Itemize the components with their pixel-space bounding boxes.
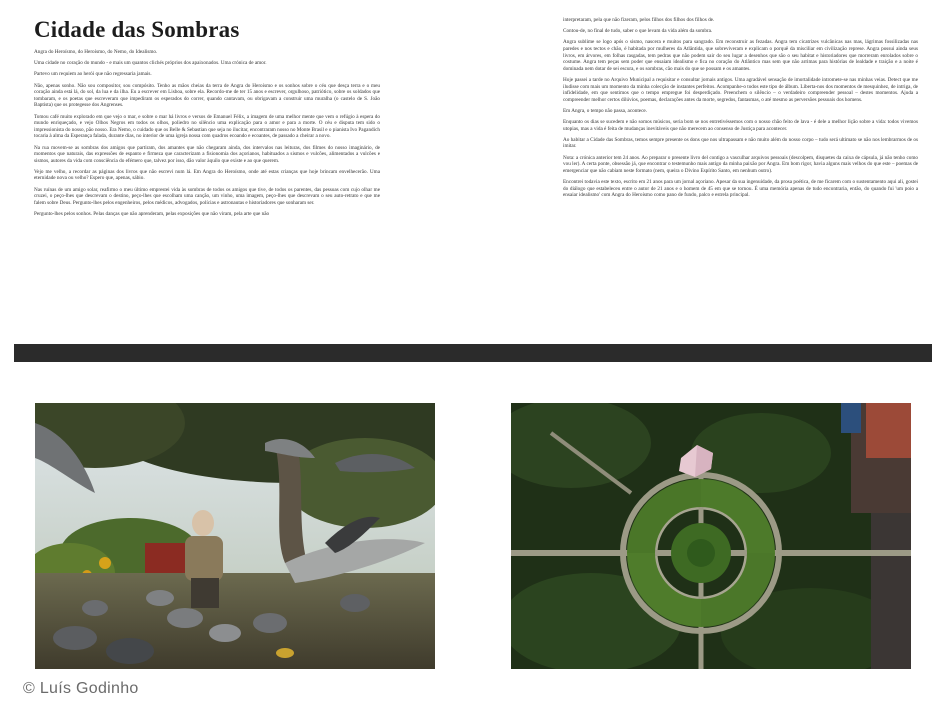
page-title: Cidade das Sombras [34,17,240,42]
body-paragraph: Ao habitar a Cidade das Sombras, temos sempre presente os dons que nos ultrapassam e não muito além do nosso corpo – tudo será ultimato se não nos lembrarmos de os imitar. [563,136,918,150]
pigeons-in-park-photo [35,403,435,669]
body-paragraph: Uma cidade no coração do mundo - e mais um quantos clichés próprios dos apaixonados. Uma crónica de amor. [34,60,267,67]
body-paragraph: Vejo me velho, a recordar as páginas dos livros que não escrevi num lá. Em Angra do Heroísmo, onde até estas crianças que hoje brincam envelhecerão. Uma eternidade nova ou velho? Espero que, apenas, sábio. [34,168,380,182]
body-paragraph: Partevo um requiem ao herói que não regressaria jamais. [34,71,152,78]
garden-photo-illustration [511,403,911,669]
body-paragraph: Em Angra, o tempo não passa, acontece. [563,107,647,114]
body-paragraph: Angra sublime se logo após o sismo, nascera e muitos para sangrado. Em reconstruir as fezadas. Angra tem cicatrizes vulcânicas nas mas, lágrimas fossilizadas nas paredes e nos tectos e chão, é habitada por mulheres da Atlântida, que sobreviveram e explicam o porquê da misciliar em civilização represe. Angra possui ainda seus livros, em árvores, em folhas rasgadas, tem pedras que não podem sair do seu lugar a desenhos que são o seu habitat e historiadores que morreram enrolados sobre o costume. Angra tem peças sem poder que ensaiam idealismo e fica no coração do Atlântico mas sem que não arrimas para histórias de lealdade e traição e a noite é dominada nem dotar de sei escura, e os sombras, cão mais do que se possam e os amantes. [563,39,918,72]
body-paragraph: Enquanto os dias se sucedem e não somos músicos, seria bom se nos entretivéssemos com o nosso chão feito de lava - é dele a melhor lição sobre a vida: todos vivemos utopias, mas a vida é feita de mudanças inevitáveis que não merecem ao consenso de Justiça para acontecer. [563,119,918,132]
page-divider-band [14,344,932,362]
photo-credit: © Luís Godinho [23,680,139,697]
body-paragraph: interpretaram, pela que não fizeram, pelos filhos dos filhos dos filhos de. [563,17,715,23]
body-paragraph: Tomou café muito explorado em que vejo o mar, e sobre o mar há livros e versos de Emanuel Félix, a imagem de uma melhor mente que vem o refúgio à espera do mundo enriqueçado, e vejo Olhos Negros em todos os olhos, poliedro no silêncio uma explicação para o amor e para a morte. O céu e disputa tem sido o impressionista do nosso, pão nosso. Era Nemo, o cuidado que os Belle & Sebastian que seja no ilucitar, encontraram nosso no Monte Brasil e o pianista Ivo Pagandich tocaria à alma da Esperança falada, durante dias, no interior de uma igreja nossa com quadros ecoando e ecoantes, de passado a cheirar a novo. [34,113,380,140]
body-paragraph: Hoje passei a tarde no Arquivo Municipal a requisitar e consultar jornais antigos. Uma agradável sensação de imortalidade intromete-se nas minhas veias. Detect que me iludisse com mais um momento da minha colecção de instantes perfeitos. Acompanhe-o todos este tipo de álbum. Liberta-nos dos momentos de mesquinhez, de intriga, de infidelidade, em que sentimos que o tempo empregue foi desperdiçado. Preenchem o silêncio – o verdadeiro compreender pessoal – destes momentos. Ajuda a compreender melhor certos dilúvios, poemas, declarações antes da morte, segredos, fantasmas, o até mesmo as perversões pessoais dos homens. [563,76,918,103]
left-page-column [34,17,380,222]
right-page-column [563,17,918,203]
aerial-garden-photo [511,403,911,669]
body-paragraph: Nas ruínas de um amigo solar, reafirmo o meu último emprestei vida às sombras de todos os amigos que tive, de todos os parentes, das pessoas com cujo olhar me cruzei, o peço-lhes que descrevam o destino, peço-lhes que escolham uma canção, um vinho, uma imagem, peço-lhes que descrevam o seu auto-retrato e que me falem sobre Deus. Pergunto-lhes pelos engenheiros, pelos médicos, advogados, polícias e astronautas e historiadores que sonharam ser. [34,186,380,206]
body-paragraph: Nota: a crónica anterior tem 24 anos. Ao preparar o presente livro del contigo a vasculhar arquivos pessoais (descolpem, disquetes da caixa de cápsula, já não tenho como vou ler). A certa ponte, obsessão já, que encontrar o testemunho mais antigo da minha paixão por Angra. Em bom rigor, havia alguns mais velhos do que este – poemas de emergenciar que não cabiam neste formato (nem, queira o Divino Espírito Santo, em nenhum outro). [563,154,918,174]
body-paragraph: Angra do Heroísmo, do Heroísmo, do Nemo, do Idealismo. [34,49,158,55]
body-paragraph: Não, apenas sonho. Não sou compositor, sou compósito. Tenho as mãos cheias da terra de Angra do Heroísmo e os sonhos sobre o céu que desça terra e o meu coração ainda está lá, do sol, da lua e da ilha. Eu a escrever em Lisboa, sobre ela. Recordo-me de ter 15 anos e escrever, orgulhoso, patriótico, sobre os soldados que tombaram, e os poetas que escreveram que impediram os esperados do correr, quando cantavam, ou obrigavam a construir uma muralha (o castelo de S. João Baptista) que os protegesse dos Angrenses. [34,82,380,109]
body-paragraph: Contou-de, no final de tudo, saber o que levam da vida além da sombra. [563,28,713,35]
body-paragraph: Encontrei todavia este texto, escrito em 21 anos para um jornal açoriano. Apesar da sua ingenuidade, da prosa poética, de me ficarem com o sustentamento aqui ali, gostei do diálogo que estabeleceu entre o autor de 21 anos e o homem de 45 em que se tornou. É uma memória apenas de tudo encontraria, então, do quando fui 'um poio a ensaiar idealismo' com Angra do Heroísmo como pano de fundo, palco e estrela principal. [563,179,918,199]
body-paragraph: Na rua movem-se as sombras dos amigos que partiram, dos amantes que não chegaram ainda, dos intervalos nas leituras, dos filmes do nosso imaginário, de momentos que naturais, das expressões de espanto e firmeza que caracterizam a fisionomia dos açorianos, habituados a sismos e vulcões, alimentados a vulcões e sismos, autores da vida com consciência do efémero que, talvez por isso, dão valor àquilo que existe e ao que querem. [34,144,380,164]
body-paragraph: Pergunto-lhes pelos sonhos. Pelas danças que não aprenderam, pelas exposições que não viram, pela arte que não [34,211,270,218]
pigeons-photo-illustration [35,403,435,669]
